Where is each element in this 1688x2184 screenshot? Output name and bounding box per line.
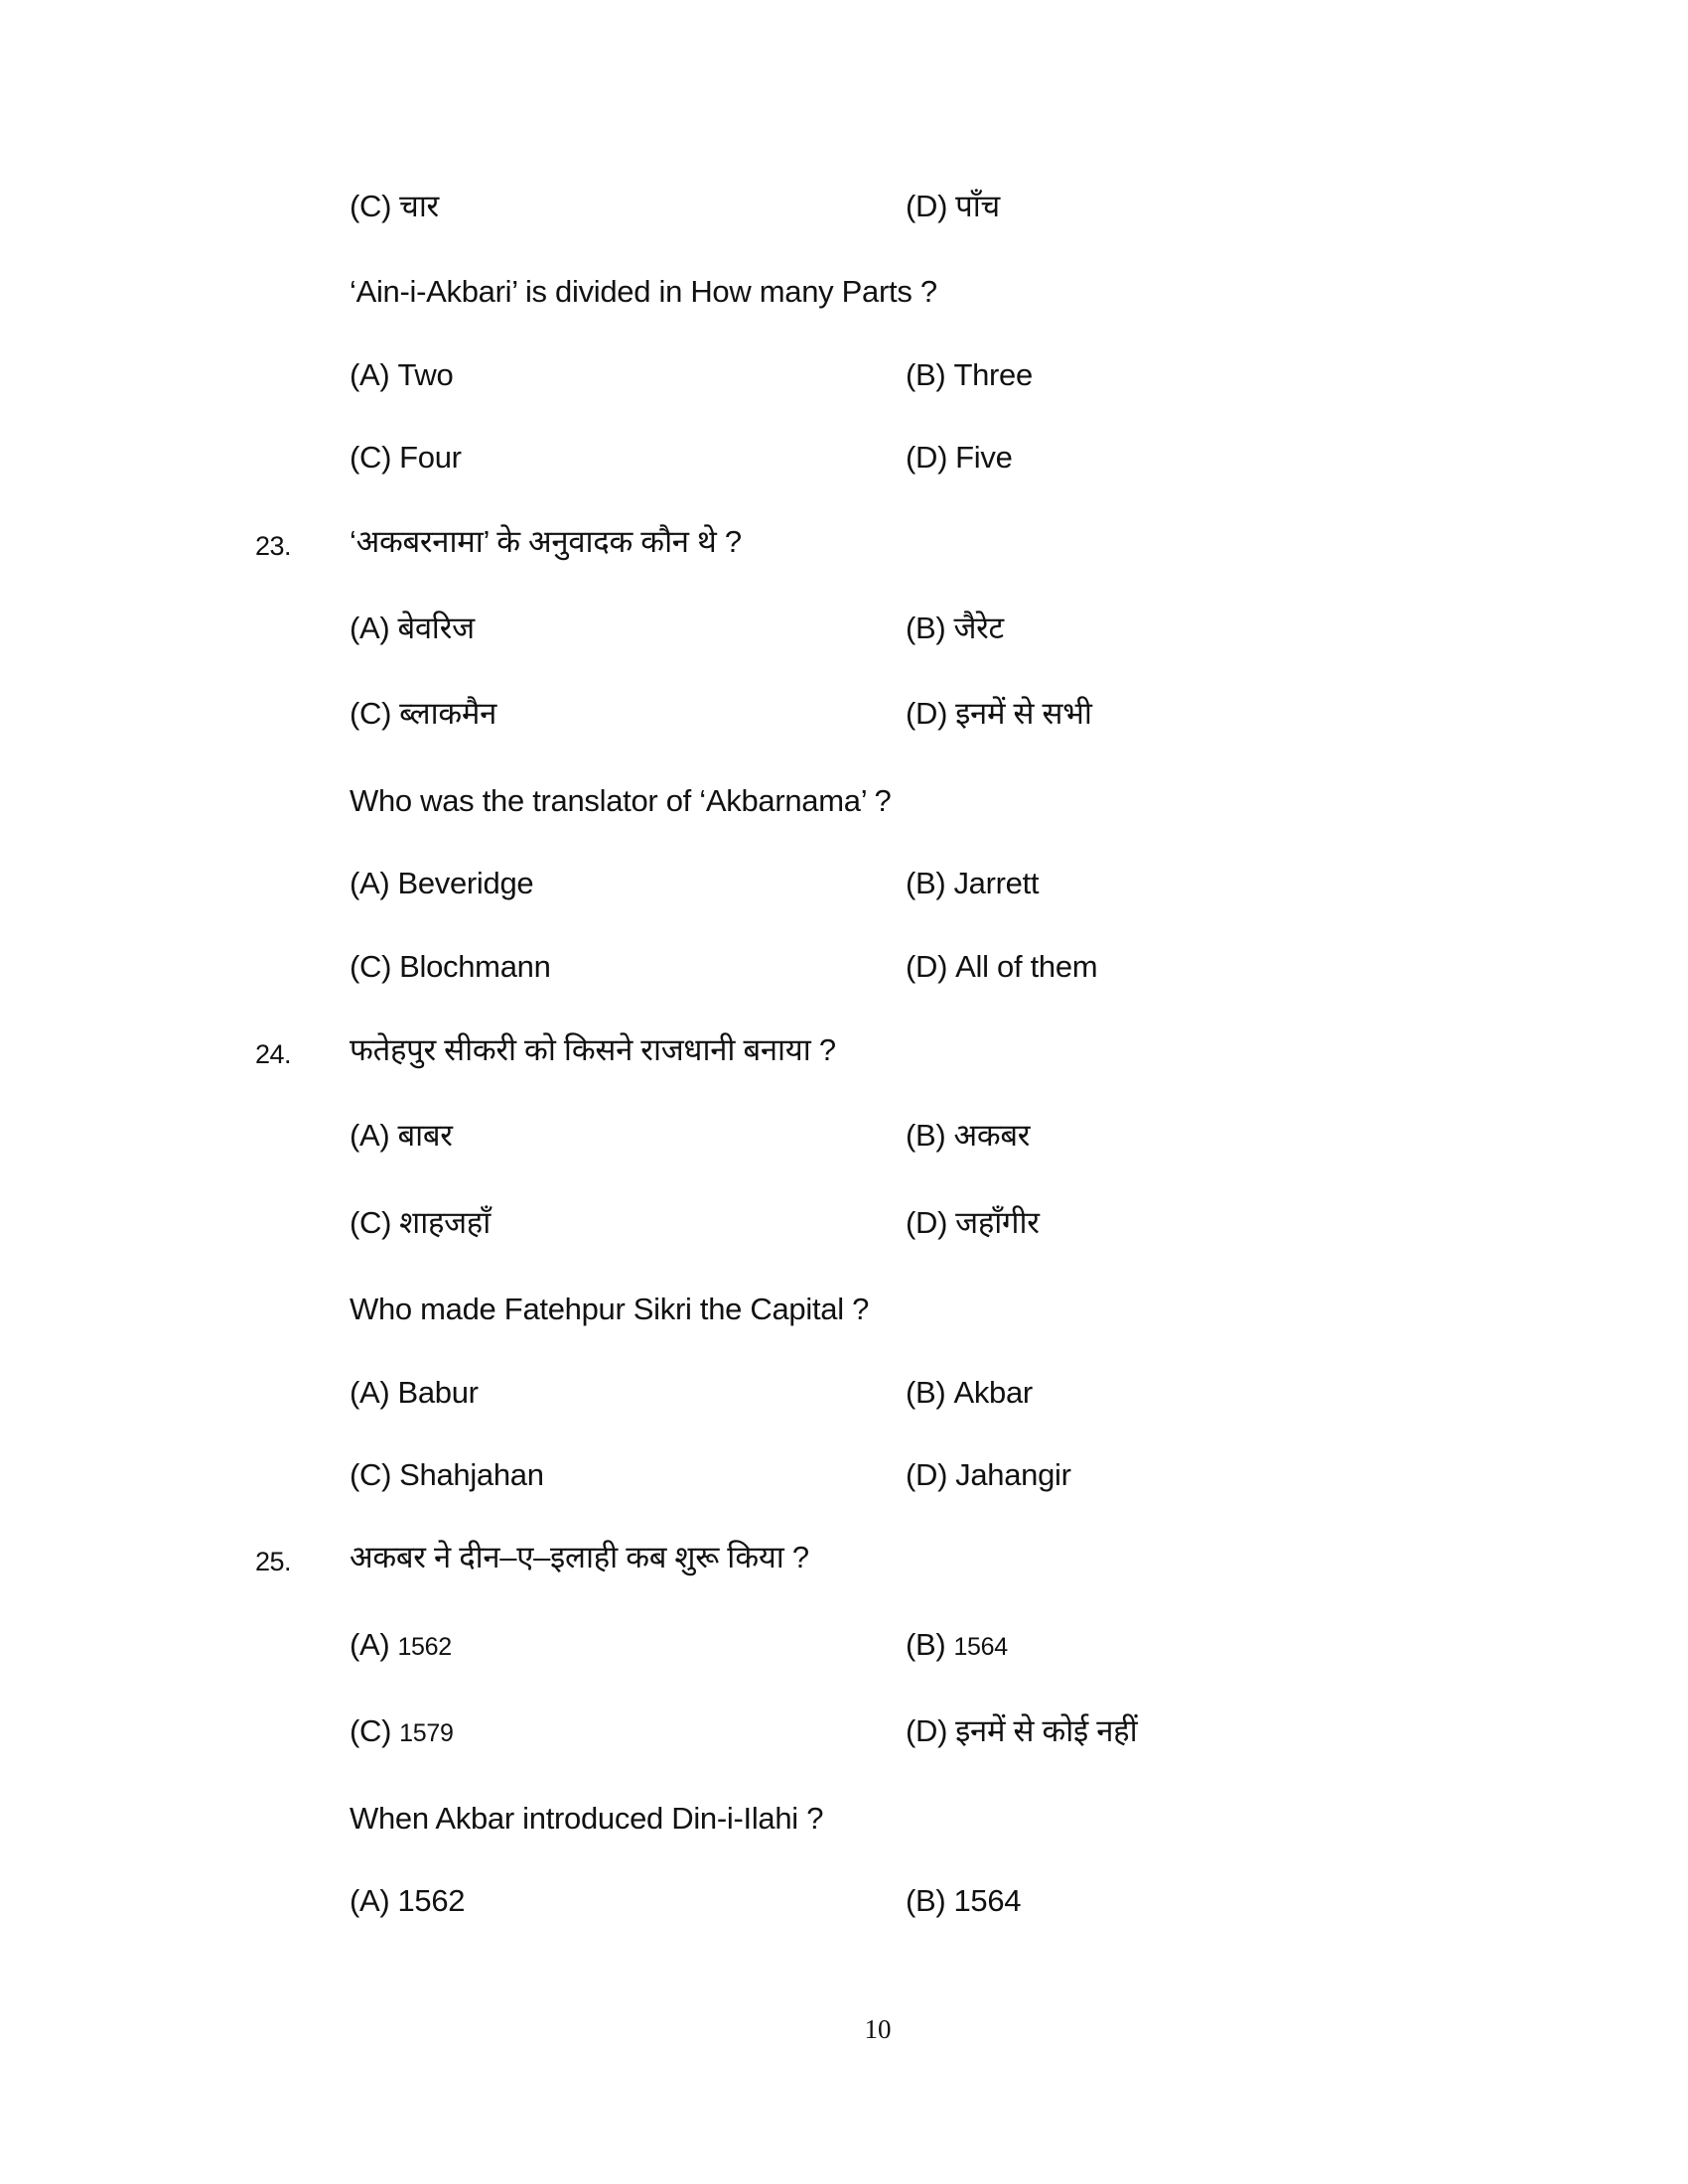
option-a-hindi xyxy=(350,1116,453,1156)
option-label: (D) xyxy=(906,696,948,731)
option-c-hindi xyxy=(350,1203,491,1243)
question-25-hindi: अकबर ने दीन–ए–इलाही कब शुरू किया ? xyxy=(350,1540,809,1574)
option-d-hindi xyxy=(906,1711,1137,1751)
option-label: (A) xyxy=(350,1375,390,1410)
option-text: अकबर xyxy=(953,1118,1031,1153)
option-text: ब्लाकमैन xyxy=(399,696,496,731)
option-text: All of them xyxy=(955,949,1098,984)
option-d-english xyxy=(906,438,1013,478)
option-a-english xyxy=(350,1881,465,1921)
option-label: (C) xyxy=(350,1205,392,1240)
page-number xyxy=(0,2011,1688,2047)
option-label: (C) xyxy=(350,189,392,223)
option-label: (A) xyxy=(350,1118,390,1153)
question-number: 24. xyxy=(255,1039,292,1069)
option-label: (C) xyxy=(350,949,392,984)
option-c-hindi xyxy=(350,694,496,734)
option-d-hindi xyxy=(906,187,1000,226)
option-label: (C) xyxy=(350,1713,392,1748)
option-text: 1564 xyxy=(953,1633,1008,1661)
option-b-english xyxy=(906,1881,1021,1921)
option-d-hindi xyxy=(906,694,1092,734)
option-text: Four xyxy=(399,440,462,475)
option-text: 1579 xyxy=(399,1719,454,1747)
option-text: इनमें से कोई नहीं xyxy=(955,1713,1138,1748)
option-text: Blochmann xyxy=(399,949,551,984)
option-text: Babur xyxy=(397,1375,479,1410)
option-label: (B) xyxy=(906,1627,946,1662)
option-text: 1562 xyxy=(397,1633,452,1661)
option-text: Akbar xyxy=(953,1375,1033,1410)
option-label: (C) xyxy=(350,1457,392,1492)
question-number: 23. xyxy=(255,531,292,561)
option-label: (D) xyxy=(906,1713,948,1748)
option-label: (D) xyxy=(906,949,948,984)
option-c-hindi xyxy=(350,1711,454,1751)
option-a-english xyxy=(350,864,533,903)
question-25-english: When Akbar introduced Din-i-Ilahi ? xyxy=(350,1801,824,1836)
option-c-english xyxy=(350,1455,544,1495)
question-22-english: ‘Ain-i-Akbari’ is divided in How many Parts ? xyxy=(350,274,937,309)
option-a-english xyxy=(350,355,453,395)
option-label: (D) xyxy=(906,440,948,475)
question-24-english: Who made Fatehpur Sikri the Capital ? xyxy=(350,1292,870,1326)
question-24-hindi: फतेहपुर सीकरी को किसने राजधानी बनाया ? xyxy=(350,1032,836,1067)
option-text: Shahjahan xyxy=(399,1457,544,1492)
option-label: (C) xyxy=(350,696,392,731)
option-d-english xyxy=(906,1455,1071,1495)
option-a-english xyxy=(350,1373,479,1413)
option-text: Three xyxy=(953,357,1033,392)
page-number-text: 10 xyxy=(864,2014,892,2044)
option-label: (B) xyxy=(906,357,946,392)
option-text: Two xyxy=(397,357,454,392)
option-label: (B) xyxy=(906,1375,946,1410)
option-label: (C) xyxy=(350,440,392,475)
option-text: पाँच xyxy=(955,189,1000,223)
option-b-english xyxy=(906,1373,1033,1413)
option-text: जैरेट xyxy=(953,611,1004,645)
option-c-english xyxy=(350,438,462,478)
option-label: (D) xyxy=(906,1457,948,1492)
option-d-hindi xyxy=(906,1203,1040,1243)
option-text: बेवरिज xyxy=(397,611,475,645)
option-b-english xyxy=(906,864,1039,903)
question-23-english: Who was the translator of ‘Akbarnama’ ? xyxy=(350,783,892,818)
option-label: (B) xyxy=(906,1118,946,1153)
option-text: Five xyxy=(955,440,1013,475)
option-text: बाबर xyxy=(397,1118,453,1153)
option-a-hindi xyxy=(350,1625,452,1665)
option-d-english xyxy=(906,947,1097,987)
option-label: (D) xyxy=(906,1205,948,1240)
option-text: 1562 xyxy=(397,1883,466,1918)
option-label: (D) xyxy=(906,189,948,223)
option-text: शाहजहाँ xyxy=(399,1205,492,1240)
option-b-hindi xyxy=(906,1625,1008,1665)
question-number: 25. xyxy=(255,1547,292,1576)
option-text: जहाँगीर xyxy=(955,1205,1040,1240)
option-label: (A) xyxy=(350,1627,390,1662)
option-label: (B) xyxy=(906,611,946,645)
option-label: (B) xyxy=(906,866,946,900)
option-c-hindi xyxy=(350,187,439,226)
option-text: इनमें से सभी xyxy=(955,696,1092,731)
option-text: Beveridge xyxy=(397,866,534,900)
question-23-hindi: ‘अकबरनामा’ के अनुवादक कौन थे ? xyxy=(350,524,742,559)
option-a-hindi xyxy=(350,609,475,648)
option-label: (A) xyxy=(350,611,390,645)
option-text: Jarrett xyxy=(953,866,1040,900)
option-text: चार xyxy=(399,189,439,223)
option-label: (A) xyxy=(350,357,390,392)
option-label: (B) xyxy=(906,1883,946,1918)
option-label: (A) xyxy=(350,866,390,900)
option-b-english xyxy=(906,355,1033,395)
option-b-hindi xyxy=(906,1116,1030,1156)
option-c-english xyxy=(350,947,551,987)
option-b-hindi xyxy=(906,609,1004,648)
option-text: Jahangir xyxy=(955,1457,1071,1492)
option-label: (A) xyxy=(350,1883,390,1918)
option-text: 1564 xyxy=(953,1883,1022,1918)
